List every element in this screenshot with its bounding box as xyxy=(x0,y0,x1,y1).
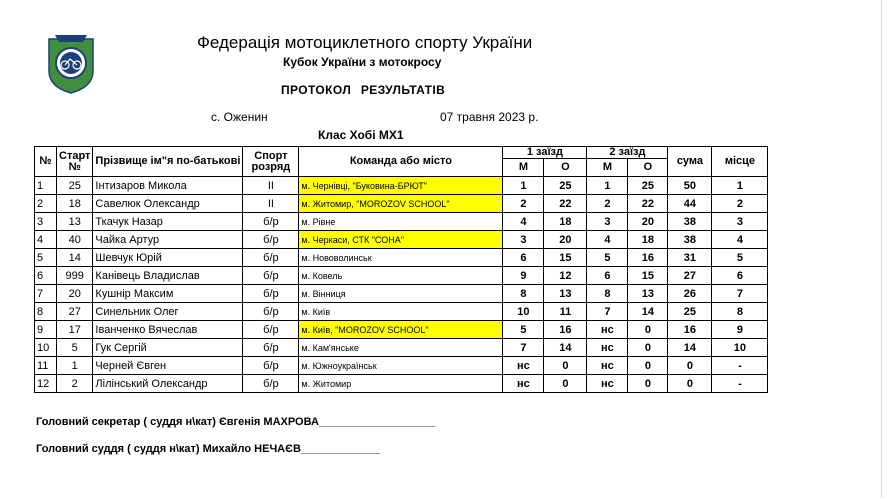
row-start: 27 xyxy=(57,303,93,321)
results-table xyxy=(34,146,768,393)
col-rank: Спорт розряд xyxy=(243,147,299,177)
row-place: 7 xyxy=(712,285,768,303)
row-rank: б/р xyxy=(243,321,299,339)
row-num: 7 xyxy=(35,285,57,303)
row-place: 1 xyxy=(712,177,768,195)
row-rank: б/р xyxy=(243,249,299,267)
row-name: Ткачук Назар xyxy=(93,213,243,231)
row-o2: 0 xyxy=(628,375,668,393)
federation-title: Федерація мотоциклетного спорту України xyxy=(197,33,533,52)
row-num: 5 xyxy=(35,249,57,267)
row-o2: 20 xyxy=(628,213,668,231)
row-o2: 15 xyxy=(628,267,668,285)
row-m1: нс xyxy=(503,375,544,393)
row-m2: нс xyxy=(587,357,628,375)
row-m2: 3 xyxy=(587,213,628,231)
row-num: 9 xyxy=(35,321,57,339)
row-m1: 6 xyxy=(503,249,544,267)
col-race2: 2 заїзд xyxy=(587,147,668,159)
row-num: 4 xyxy=(35,231,57,249)
row-place: 10 xyxy=(712,339,768,357)
row-team: м. Вінниця xyxy=(299,285,503,303)
row-name: Гук Сергій xyxy=(93,339,243,357)
row-o2: 0 xyxy=(628,357,668,375)
row-team: м. Нововолинськ xyxy=(299,249,503,267)
row-place: 4 xyxy=(712,231,768,249)
row-m2: нс xyxy=(587,321,628,339)
row-place: 5 xyxy=(712,249,768,267)
table-row xyxy=(35,249,768,267)
table-row xyxy=(35,375,768,393)
row-sum: 0 xyxy=(668,357,712,375)
table-row xyxy=(35,357,768,375)
row-m1: 10 xyxy=(503,303,544,321)
row-team: м. Київ xyxy=(299,303,503,321)
row-o1: 18 xyxy=(544,213,587,231)
row-place: - xyxy=(712,357,768,375)
row-rank: б/р xyxy=(243,231,299,249)
row-o2: 0 xyxy=(628,321,668,339)
row-num: 1 xyxy=(35,177,57,195)
row-start: 1 xyxy=(57,357,93,375)
row-m1: 4 xyxy=(503,213,544,231)
row-m1: 1 xyxy=(503,177,544,195)
row-place: 3 xyxy=(712,213,768,231)
row-name: Черней Євген xyxy=(93,357,243,375)
federation-logo-icon xyxy=(45,33,97,95)
row-sum: 16 xyxy=(668,321,712,339)
col-o1: О xyxy=(544,159,587,177)
row-team: м. Чернівці, "Буковина-БРЮТ" xyxy=(299,177,503,195)
row-start: 20 xyxy=(57,285,93,303)
row-rank: б/р xyxy=(243,213,299,231)
row-name: Чайка Артур xyxy=(93,231,243,249)
row-sum: 38 xyxy=(668,231,712,249)
row-start: 25 xyxy=(57,177,93,195)
table-row xyxy=(35,231,768,249)
row-sum: 50 xyxy=(668,177,712,195)
row-place: - xyxy=(712,375,768,393)
row-m2: 4 xyxy=(587,231,628,249)
row-o2: 16 xyxy=(628,249,668,267)
row-m1: нс xyxy=(503,357,544,375)
row-o2: 18 xyxy=(628,231,668,249)
row-sum: 25 xyxy=(668,303,712,321)
row-num: 3 xyxy=(35,213,57,231)
row-rank: б/р xyxy=(243,303,299,321)
col-name: Прізвище ім"я по-батькові xyxy=(93,147,243,177)
row-o2: 13 xyxy=(628,285,668,303)
col-o2: О xyxy=(628,159,668,177)
row-o2: 0 xyxy=(628,339,668,357)
col-team: Команда або місто xyxy=(299,147,503,177)
table-row xyxy=(35,177,768,195)
row-num: 10 xyxy=(35,339,57,357)
protocol-title: ПРОТОКОЛ РЕЗУЛЬТАТІВ xyxy=(281,83,446,97)
row-num: 6 xyxy=(35,267,57,285)
row-num: 8 xyxy=(35,303,57,321)
row-start: 13 xyxy=(57,213,93,231)
table-row xyxy=(35,195,768,213)
row-name: Лілінський Олександр xyxy=(93,375,243,393)
row-m2: 6 xyxy=(587,267,628,285)
row-start: 17 xyxy=(57,321,93,339)
event-date: 07 травня 2023 р. xyxy=(440,110,539,124)
row-rank: б/р xyxy=(243,357,299,375)
row-start: 5 xyxy=(57,339,93,357)
col-start: Старт № xyxy=(57,147,93,177)
row-o1: 12 xyxy=(544,267,587,285)
row-name: Кушнір Максим xyxy=(93,285,243,303)
row-place: 2 xyxy=(712,195,768,213)
row-place: 6 xyxy=(712,267,768,285)
row-rank: ІІ xyxy=(243,195,299,213)
row-team: м. Южноукраїнськ xyxy=(299,357,503,375)
class-title: Клас Хобі МХ1 xyxy=(318,128,404,142)
row-o1: 22 xyxy=(544,195,587,213)
row-sum: 31 xyxy=(668,249,712,267)
row-m1: 8 xyxy=(503,285,544,303)
table-row xyxy=(35,267,768,285)
row-rank: ІІ xyxy=(243,177,299,195)
row-start: 999 xyxy=(57,267,93,285)
row-m1: 7 xyxy=(503,339,544,357)
row-o1: 15 xyxy=(544,249,587,267)
row-m2: нс xyxy=(587,339,628,357)
row-team: м. Кам'янське xyxy=(299,339,503,357)
row-start: 40 xyxy=(57,231,93,249)
table-row xyxy=(35,321,768,339)
row-team: м. Київ, "MOROZOV SCHOOL" xyxy=(299,321,503,339)
table-row xyxy=(35,285,768,303)
row-num: 2 xyxy=(35,195,57,213)
row-o2: 22 xyxy=(628,195,668,213)
row-team: м. Рівне xyxy=(299,213,503,231)
col-m1: М xyxy=(503,159,544,177)
col-race1: 1 заїзд xyxy=(503,147,587,159)
row-name: Шевчук Юрій xyxy=(93,249,243,267)
row-sum: 26 xyxy=(668,285,712,303)
row-sum: 14 xyxy=(668,339,712,357)
row-m2: 8 xyxy=(587,285,628,303)
row-place: 9 xyxy=(712,321,768,339)
table-row xyxy=(35,213,768,231)
row-team: м. Житомир xyxy=(299,375,503,393)
row-name: Іванченко Вячеслав xyxy=(93,321,243,339)
row-o1: 11 xyxy=(544,303,587,321)
row-o1: 14 xyxy=(544,339,587,357)
secretary-signature-line: Головний секретар ( суддя н\кат) Євгенія МАХРОВА___________________ xyxy=(36,416,436,428)
row-o1: 13 xyxy=(544,285,587,303)
location: с. Оженин xyxy=(211,110,268,124)
row-o1: 16 xyxy=(544,321,587,339)
row-sum: 44 xyxy=(668,195,712,213)
row-name: Савелюк Олександр xyxy=(93,195,243,213)
row-m1: 9 xyxy=(503,267,544,285)
row-m2: нс xyxy=(587,375,628,393)
table-row xyxy=(35,339,768,357)
row-m1: 5 xyxy=(503,321,544,339)
row-team: м. Ковель xyxy=(299,267,503,285)
row-o1: 0 xyxy=(544,357,587,375)
judge-signature-line: Головний суддя ( суддя н\кат) Михайло НЕЧАЄВ_____________ xyxy=(36,443,381,455)
page-edge xyxy=(881,0,882,498)
row-rank: б/р xyxy=(243,285,299,303)
row-o1: 25 xyxy=(544,177,587,195)
row-start: 18 xyxy=(57,195,93,213)
row-team: м. Черкаси, СТК "СОНА" xyxy=(299,231,503,249)
row-name: Синельник Олег xyxy=(93,303,243,321)
col-m2: М xyxy=(587,159,628,177)
row-num: 11 xyxy=(35,357,57,375)
col-sum: сума xyxy=(668,147,712,177)
row-name: Інтизаров Микола xyxy=(93,177,243,195)
row-o2: 25 xyxy=(628,177,668,195)
col-place: місце xyxy=(712,147,768,177)
row-sum: 38 xyxy=(668,213,712,231)
row-rank: б/р xyxy=(243,375,299,393)
row-m2: 1 xyxy=(587,177,628,195)
row-rank: б/р xyxy=(243,339,299,357)
row-num: 12 xyxy=(35,375,57,393)
table-row xyxy=(35,303,768,321)
row-m2: 7 xyxy=(587,303,628,321)
row-m2: 5 xyxy=(587,249,628,267)
row-m1: 3 xyxy=(503,231,544,249)
row-m2: 2 xyxy=(587,195,628,213)
row-start: 2 xyxy=(57,375,93,393)
cup-title: Кубок України з мотокросу xyxy=(283,55,442,69)
row-rank: б/р xyxy=(243,267,299,285)
row-o1: 20 xyxy=(544,231,587,249)
row-sum: 0 xyxy=(668,375,712,393)
row-sum: 27 xyxy=(668,267,712,285)
row-o2: 14 xyxy=(628,303,668,321)
row-m1: 2 xyxy=(503,195,544,213)
row-start: 14 xyxy=(57,249,93,267)
col-num: № xyxy=(35,147,57,177)
row-name: Канівець Владислав xyxy=(93,267,243,285)
row-o1: 0 xyxy=(544,375,587,393)
row-place: 8 xyxy=(712,303,768,321)
row-team: м. Житомир, "MOROZOV SCHOOL" xyxy=(299,195,503,213)
